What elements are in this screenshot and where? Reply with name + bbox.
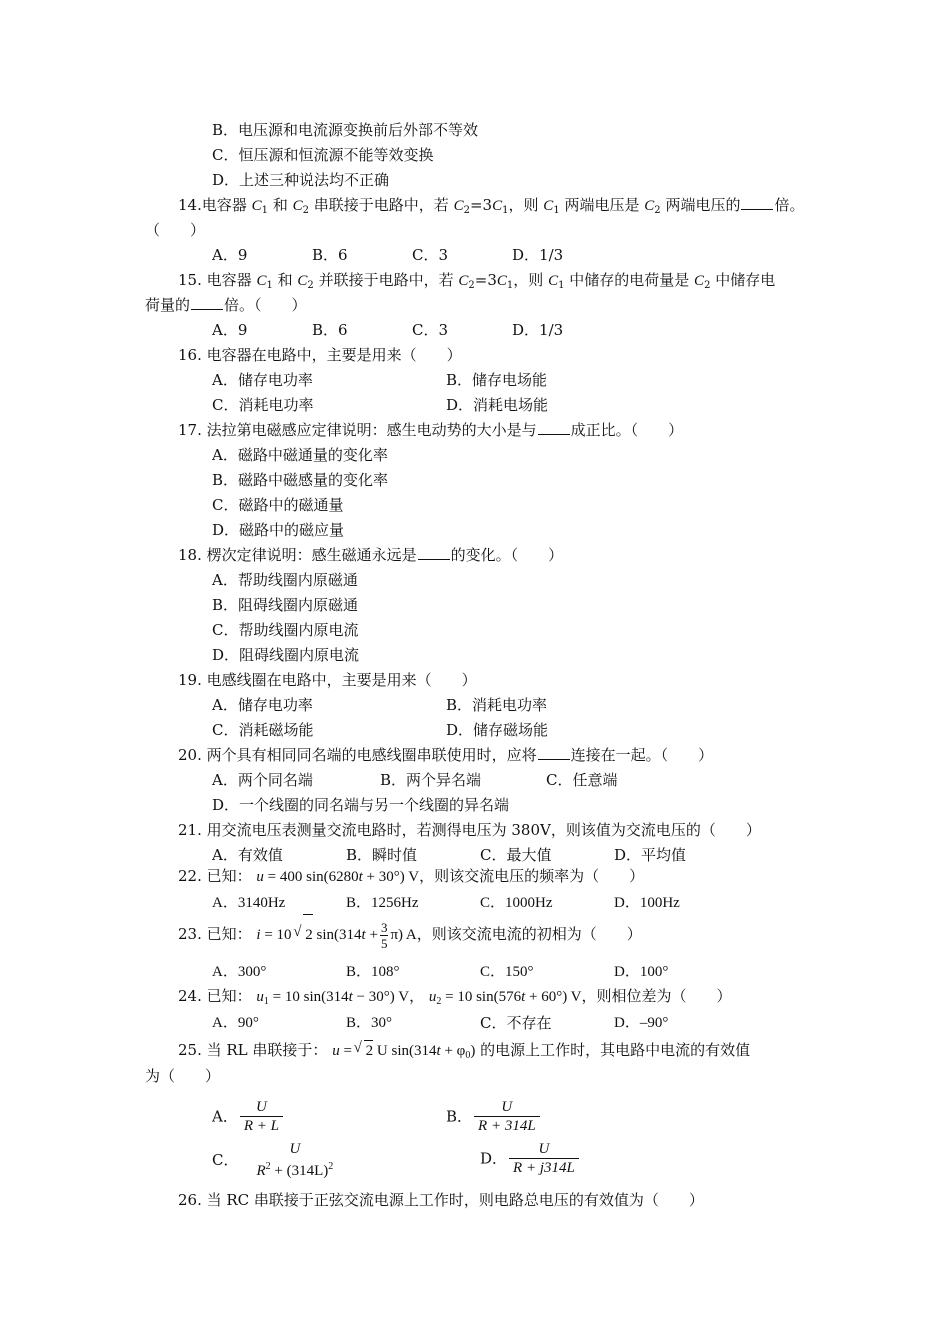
q21-option-b: B．瞬时值 [346, 846, 418, 864]
q15-option-b: B．6 [312, 321, 348, 339]
q20-option-a: A．两个同名端 [212, 771, 313, 789]
q14-option-b: B．6 [312, 246, 348, 264]
q15-option-c: C．3 [412, 321, 449, 339]
q23-option-a: A．300° [212, 964, 267, 980]
q15-stem-cont: 荷量的 倍。（ ） [145, 296, 307, 314]
q18-option-a: A．帮助线圈内原磁通 [212, 571, 358, 589]
q19-option-d: D．储存磁场能 [446, 721, 549, 739]
q21-option-c: C．最大值 [480, 846, 552, 864]
q18-option-c: C．帮助线圈内原电流 [212, 621, 359, 639]
q22-equation: u = 400 sin(6280t + 30°) V [256, 869, 420, 885]
q24-stem: 24. 已知： $u_1 = 10$ sin(314t − 30°) V， $u_2 = 10$ sin(576t + 60°) V，则相位差为（ ） [178, 987, 732, 1007]
q25-option-d-fraction: $\frac{U}{R + j314L}$ [509, 1140, 579, 1177]
q18-option-b: B．阻碍线圈内原磁通 [212, 596, 359, 614]
q19-stem: 19. 电感线圈在电路中，主要是用来（ ） [178, 671, 477, 689]
q14-option-d: D．1/3 [512, 246, 564, 264]
q14-paren: （ ） [145, 221, 206, 239]
q16-option-d: D．消耗电场能 [446, 396, 549, 414]
q25-option-b: B． $\frac{U}{R + 314L}$ [446, 1098, 542, 1135]
answer-blank [741, 195, 773, 210]
q20-option-d: D．一个线圈的同名端与另一个线圈的异名端 [212, 796, 510, 814]
q25-option-c: C． U $R^2 + (314L)^2$ [212, 1140, 339, 1180]
q22-option-d: D．100Hz [614, 895, 680, 911]
q13-option-d: D．上述三种说法均不正确 [212, 171, 390, 189]
q25-option-a-fraction: $\frac{U}{R + L}$ [240, 1098, 283, 1135]
q24-option-d: D．–90° [614, 1015, 669, 1031]
q19-option-c: C．消耗磁场能 [212, 721, 314, 739]
q22-stem: 22. 已知： u = 400 sin(6280t + 30°) V，则该交流电压的频率为（ ） [178, 867, 645, 885]
q20-option-c: C．任意端 [546, 771, 618, 789]
q21-stem: 21. 用交流电压表测量交流电路时，若测得电压为 380V，则该值为交流电压的（ ） [178, 821, 761, 839]
q19-option-b: B．消耗电功率 [446, 696, 548, 714]
q15-option-d: D．1/3 [512, 321, 564, 339]
q17-option-d: D．磁路中的磁应量 [212, 521, 345, 539]
q15-option-a: A．9 [212, 321, 248, 339]
q22-option-b: B．1256Hz [346, 895, 419, 911]
q16-option-c: C．消耗电功率 [212, 396, 314, 414]
q21-option-d: D．平均值 [614, 846, 687, 864]
q15-stem: 15. 电容器 $C_1$ 和 $C_2$ 并联接于电路中，若 $C_2=3C_1$，则 $C_1$ 中储存的电荷量是 $C_2$ 中储存电 [178, 271, 776, 291]
q24-option-c: C．不存在 [480, 1014, 552, 1032]
q25-option-a: A． $\frac{U}{R + L}$ [212, 1098, 285, 1135]
q23-option-d: D．100° [614, 964, 669, 980]
q16-stem: 16. 电容器在电路中，主要是用来（ ） [178, 346, 462, 364]
sqrt-symbol: √ 2 [364, 1040, 374, 1061]
answer-blank [191, 295, 223, 310]
q16-option-b: B．储存电场能 [446, 371, 548, 389]
q22-option-a: A．3140Hz [212, 895, 286, 911]
q23-option-c: C．150° [480, 964, 534, 980]
q20-option-b: B．两个异名端 [380, 771, 482, 789]
q16-option-a: A．储存电功率 [212, 371, 313, 389]
q18-stem: 18. 楞次定律说明：感生磁通永远是 的变化。（ ） [178, 546, 564, 564]
q23-equation: i = 10 √ 2 sin(314t + $\frac{3}{5}$ π) A [256, 927, 416, 943]
q17-stem: 17. 法拉第电磁感应定律说明：感生电动势的大小是与 成正比。（ ） [178, 421, 684, 439]
q24-equation-u2: $u_2 = 10$ sin(576t + 60°) V [428, 989, 582, 1007]
q17-option-b: B．磁路中磁感量的变化率 [212, 471, 389, 489]
q19-option-a: A．储存电功率 [212, 696, 313, 714]
q14-option-c: C．3 [412, 246, 449, 264]
q13-option-c: C．恒压源和恒流源不能等效变换 [212, 146, 434, 164]
q14-stem: 14.电容器 $C_1$ 和 $C_2$ 串联接于电路中，若 $C_2=3C_1$，则 $C_1$ 两端电压是 $C_2$ 两端电压的 倍。 [178, 196, 805, 216]
q23-stem: 23. 已知： i = 10 √ 2 sin(314t + $\frac{3}{5}$ π) A，则该交流电流的初相为（ ） [178, 914, 642, 955]
q26-stem: 26. 当 RC 串联接于正弦交流电源上工作时，则电路总电压的有效值为（ ） [178, 1191, 704, 1209]
q13-option-b: B．电压源和电流源变换前后外部不等效 [212, 121, 479, 139]
q25-stem: 25. 当 RL 串联接于： u = √ 2 U $\sin(314t + \varphi_0)$ 的电源上工作时，其电路中电流的有效值 [178, 1040, 750, 1066]
answer-blank [418, 545, 450, 560]
q24-equation-u1: $u_1 = 10$ sin(314t − 30°) V [256, 989, 410, 1007]
q25-option-b-fraction: $\frac{U}{R + 314L}$ [474, 1098, 540, 1135]
q17-option-a: A．磁路中磁通量的变化率 [212, 446, 388, 464]
q25-equation: u = √ 2 U $\sin(314t + \varphi_0)$ [332, 1043, 475, 1059]
q17-option-c: C．磁路中的磁通量 [212, 496, 344, 514]
q20-stem: 20. 两个具有相同同名端的电感线圈串联使用时，应将 连接在一起。（ ） [178, 746, 714, 764]
q25-option-d: D． $\frac{U}{R + j314L}$ [480, 1140, 581, 1177]
q23-fraction: $\frac{3}{5}$ [380, 920, 388, 952]
q25-option-c-fraction: U $R^2 + (314L)^2$ [256, 1141, 334, 1179]
answer-blank [538, 420, 570, 435]
q18-option-d: D．阻碍线圈内原电流 [212, 646, 360, 664]
q21-option-a: A．有效值 [212, 846, 283, 864]
q25-stem-cont: 为（ ） [145, 1067, 221, 1085]
q24-option-a: A．90° [212, 1015, 259, 1031]
answer-blank [538, 745, 570, 760]
q22-option-c: C．1000Hz [480, 895, 553, 911]
q23-option-b: B．108° [346, 964, 400, 980]
q14-option-a: A．9 [212, 246, 248, 264]
q24-option-b: B．30° [346, 1015, 393, 1031]
sqrt-symbol: √ 2 [303, 914, 313, 955]
